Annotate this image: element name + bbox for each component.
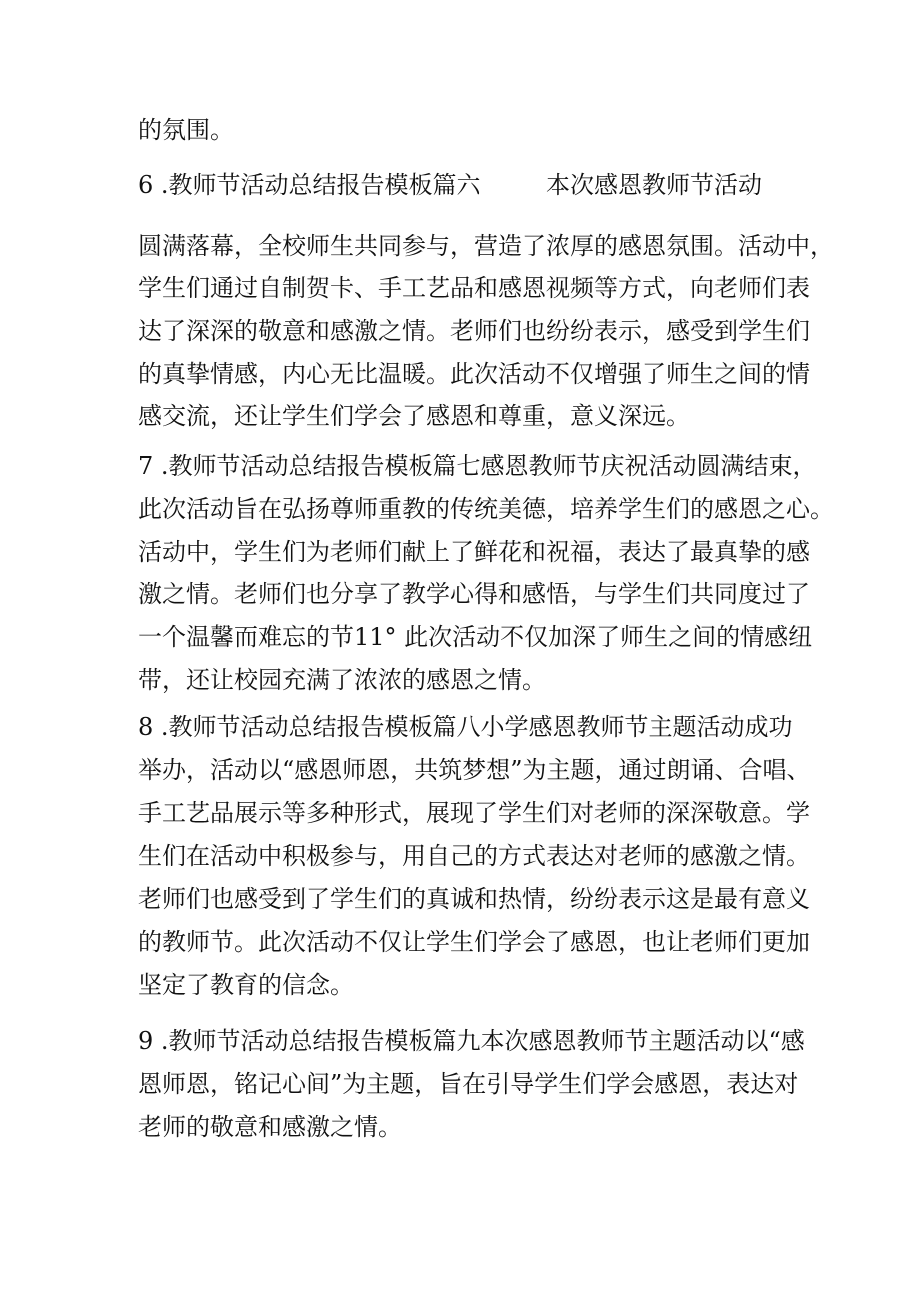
text-line: 此次活动旨在弘扬尊师重教的传统美德，培养学生们的感恩之心。 [138,495,834,523]
text-line: 的真挚情感，内心无比温暖。此次活动不仅增强了师生之间的情 [138,360,810,388]
text-line: 手工艺品展示等多种形式，展现了学生们对老师的深深敬意。学 [138,799,810,827]
section-heading-6: 6 .教师节活动总结报告模板篇六 [138,171,481,199]
text-line: 感交流，还让学生们学会了感恩和尊重，意义深远。 [138,402,690,430]
text-line: 活动中，学生们为老师们献上了鲜花和祝福，表达了最真挚的感 [138,538,810,566]
text-line: 一个温馨而难忘的节11° 此次活动不仅加深了师生之间的情感纽 [138,623,813,651]
text-line: 带，还让校园充满了浓浓的感恩之情。 [138,666,546,694]
text-line: 达了深深的敬意和感激之情。老师们也纷纷表示，感受到学生们 [138,317,810,345]
section-6-intro: 本次感恩教师节活动 [546,171,762,199]
text-line: 老师们也感受到了学生们的真诚和热情，纷纷表示这是最有意义 [138,885,810,913]
section-heading-9: 9 .教师节活动总结报告模板篇九本次感恩教师节主题活动以“感 [138,1027,805,1055]
text-line: 学生们通过自制贺卡、手工艺品和感恩视频等方式，向老师们表 [138,274,810,302]
text-line: 的氛围。 [138,116,234,144]
text-line: 的教师节。此次活动不仅让学生们学会了感恩，也让老师们更加 [138,928,810,956]
text-line: 坚定了教育的信念。 [138,971,354,999]
section-heading-8: 8 .教师节活动总结报告模板篇八小学感恩教师节主题活动成功 [138,713,793,741]
text-line: 举办，活动以“感恩师恩，共筑梦想”为主题，通过朗诵、合唱、 [138,756,811,784]
text-line: 生们在活动中积极参与，用自己的方式表达对老师的感激之情。 [138,842,810,870]
text-line: 圆满落幕，全校师生共同参与，营造了浓厚的感恩氛围。活动中， [138,232,834,260]
text-line: 恩师恩，铭记心间”为主题，旨在引导学生们学会感恩，表达对 [138,1070,799,1098]
text-line: 老师的敬意和感激之情。 [138,1113,402,1141]
text-line: 激之情。老师们也分享了教学心得和感悟，与学生们共同度过了 [138,580,810,608]
section-heading-7: 7 .教师节活动总结报告模板篇七感恩教师节庆祝活动圆满结束， [138,452,817,480]
